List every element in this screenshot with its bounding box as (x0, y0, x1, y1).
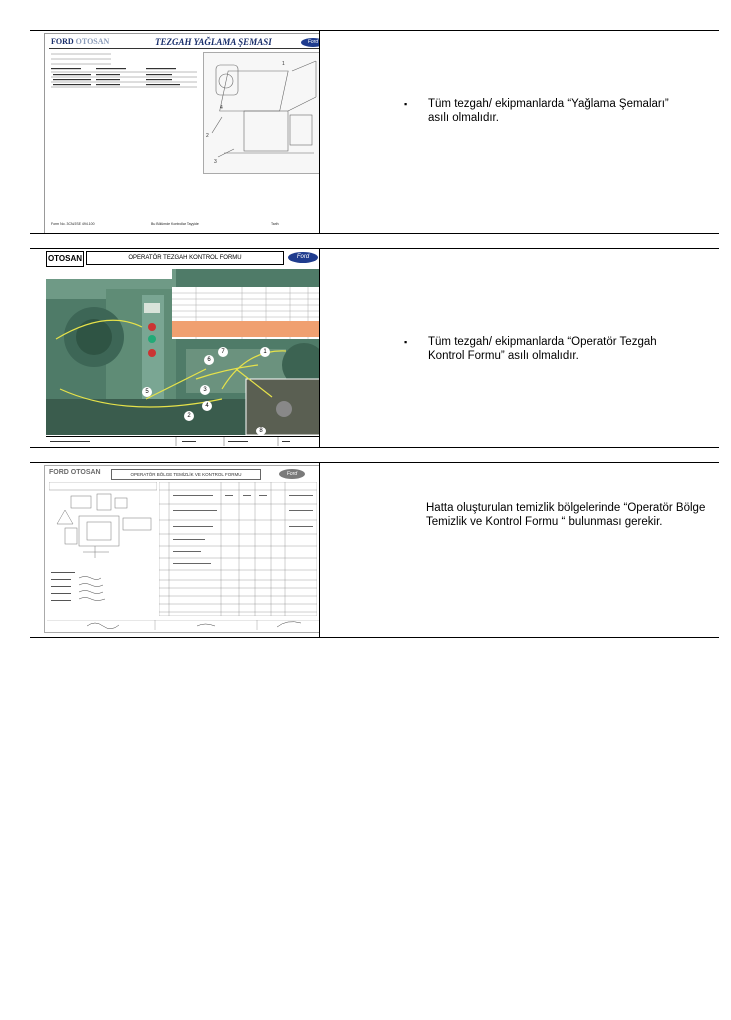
svg-text:3: 3 (214, 159, 217, 165)
machine-drawing (203, 52, 320, 174)
svg-text:2: 2 (206, 133, 209, 139)
machine-sketch (204, 53, 320, 173)
divider (49, 48, 320, 49)
bullet-icon: ▪ (404, 337, 408, 347)
lubrication-requirement-text: Tüm tezgah/ ekipmanlarda “Yağlama Şemaları” asılı olmalıdır. (428, 98, 669, 124)
row-cleaning-form (30, 462, 719, 638)
footer-form-no: Form No. 3CN/JSE 494.100 (51, 222, 95, 226)
check-grid-lines (159, 482, 317, 616)
control-form-requirement-text: Tüm tezgah/ ekipmanlarda “Operatör Tezgah Kontrol Formu” asılı olmalıdır. (428, 336, 657, 362)
machine-photo-drawing (46, 269, 320, 435)
svg-text:1: 1 (282, 61, 285, 67)
chart-brand: FORD OTOSAN (51, 37, 110, 46)
footer-date: Tarih (271, 222, 279, 226)
ford-logo: Ford (301, 38, 320, 47)
marker-4: 4 (202, 401, 212, 411)
row-lubrication-chart (30, 30, 719, 234)
cleaning-form-requirement (426, 501, 716, 529)
control-form-requirement (404, 335, 688, 363)
marker-2: 2 (184, 411, 194, 421)
marker-1: 1 (260, 347, 270, 357)
cleaning-form-requirement-text: Hatta oluşturulan temizlik bölgelerinde “Operatör Bölge Temizlik ve Kontrol Formu “ bulunması gerekir. (426, 502, 706, 528)
form-footer (47, 620, 319, 631)
cleaning-control-form (44, 465, 320, 633)
area-layout-sketch (49, 482, 157, 616)
marker-6: 6 (204, 355, 214, 365)
footer-note: Bu Bölümde Kontrollar Tayyide (151, 222, 199, 226)
form-title: OPERATÖR TEZGAH KONTROL FORMU (86, 251, 284, 265)
marker-5: 5 (142, 387, 152, 397)
form-title: OPERATÖR BÖLGE TEMİZLİK VE KONTROL FORMU (111, 469, 261, 480)
lubrication-chart-image (30, 31, 320, 233)
footer-signature (47, 620, 319, 630)
lubrication-requirement (404, 97, 678, 125)
ford-logo: Ford (279, 469, 305, 479)
bullet-icon: ▪ (404, 99, 408, 109)
operator-control-form (44, 249, 320, 446)
cleaning-form-image (30, 463, 320, 637)
otosan-logo: OTOSAN (46, 251, 84, 267)
ford-logo: Ford (288, 252, 318, 263)
form-brand: FORD OTOSAN (49, 469, 101, 476)
lubrication-table-lines (51, 52, 199, 88)
operator-form-image (30, 249, 320, 447)
chart-title: TEZGAH YAĞLAMA ŞEMASI (155, 37, 272, 47)
svg-text:4: 4 (220, 105, 223, 111)
marker-8: 8 (256, 427, 266, 435)
lubrication-chart (44, 33, 320, 233)
marker-3: 3 (200, 385, 210, 395)
form-footer (46, 436, 320, 446)
footer-cells (46, 437, 320, 446)
marker-7: 7 (218, 347, 228, 357)
machine-photo (46, 269, 320, 435)
cleaning-check-grid (159, 482, 317, 616)
row-operator-control-form (30, 248, 719, 448)
